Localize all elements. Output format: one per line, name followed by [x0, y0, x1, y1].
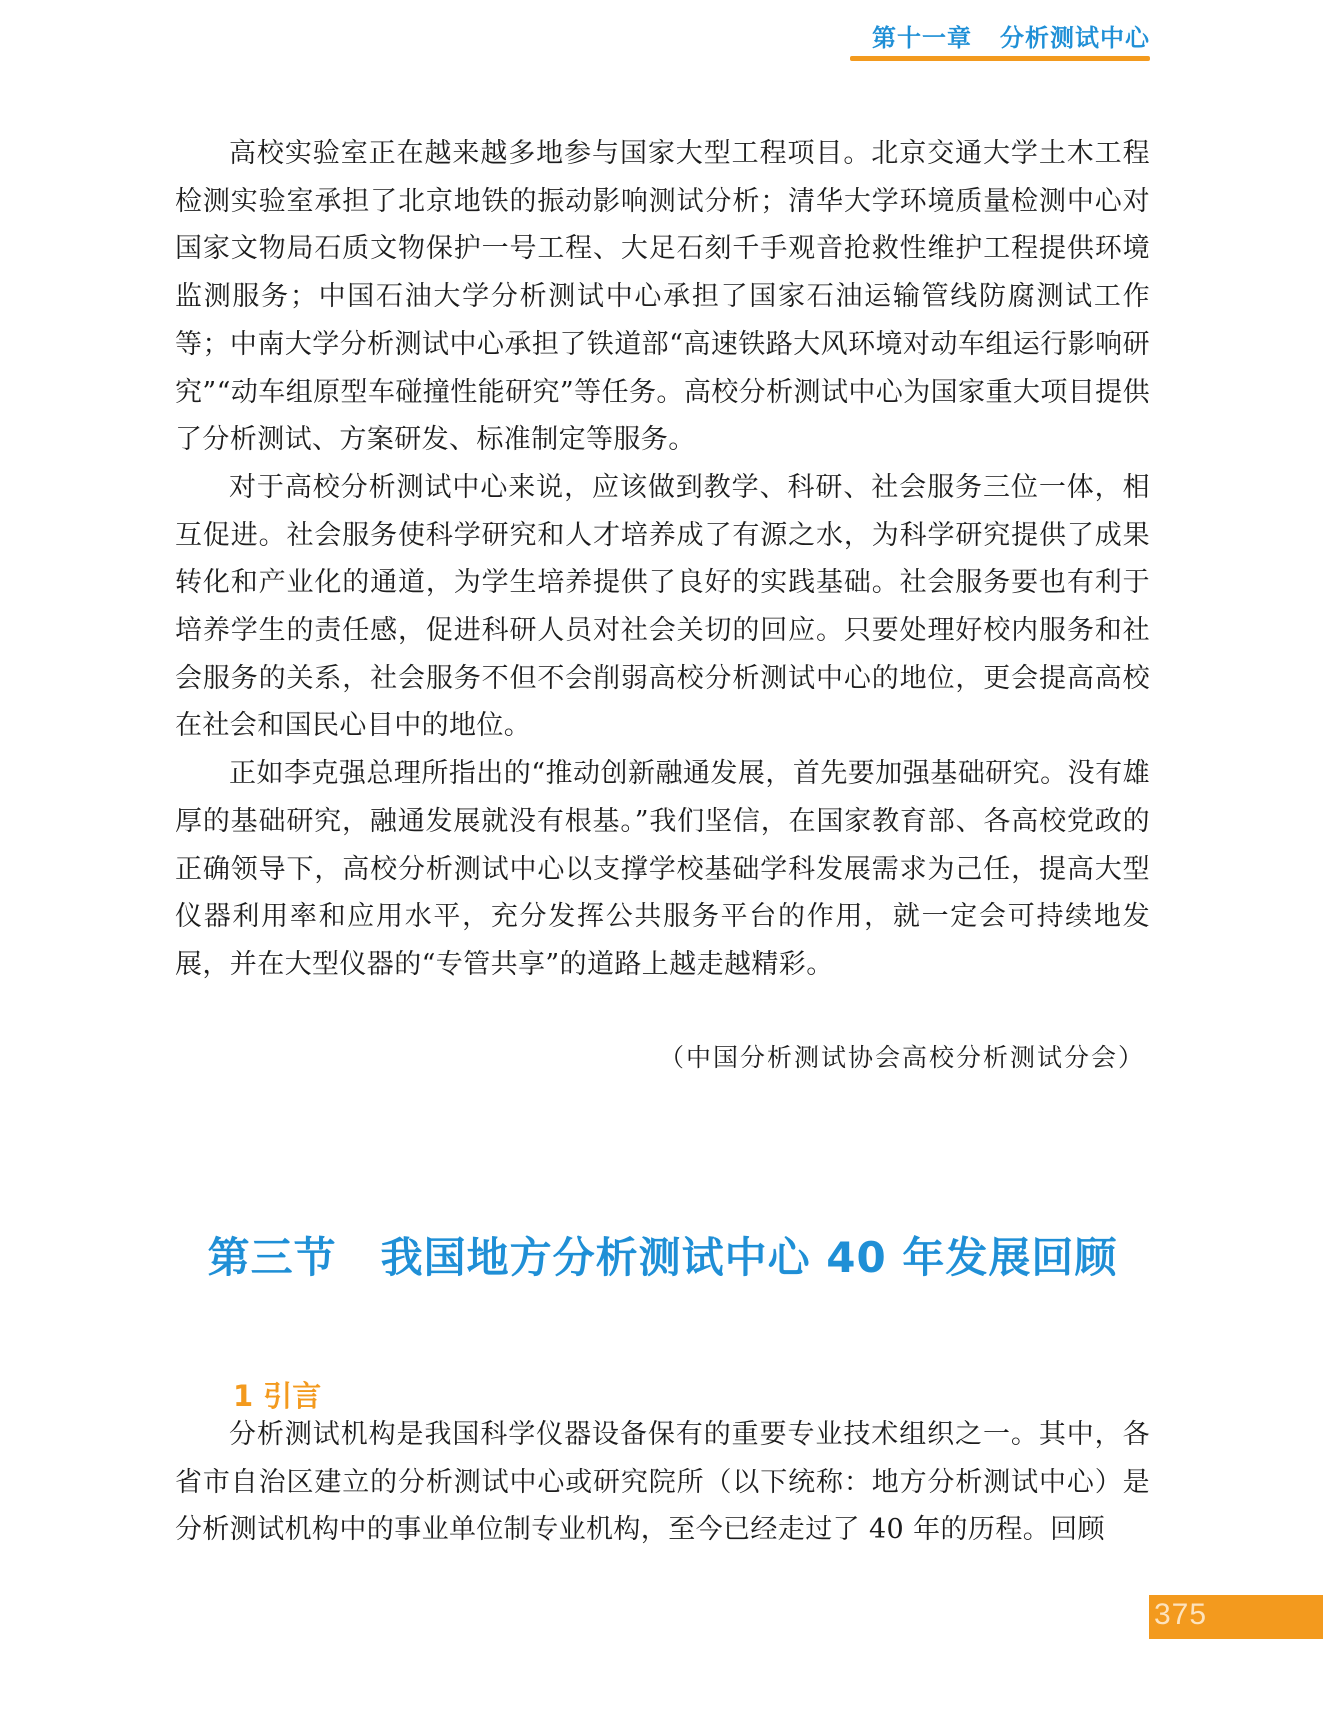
chapter-number: 第十一章 [872, 24, 972, 52]
subsection-number: 1 [233, 1379, 254, 1413]
attribution: （中国分析测试协会高校分析测试分会） [658, 1043, 1145, 1072]
chapter-title: 分析测试中心 [1000, 24, 1150, 52]
page-number-tab [1149, 1595, 1323, 1639]
page-number: 375 [1154, 1598, 1208, 1631]
paragraph: 分析测试机构是我国科学仪器设备保有的重要专业技术组织之一。其中，各省市自治区建立的分析测试中心或研究院所（以下统称：地方分析测试中心）是分析测试机构中的事业单位制专业机构，至今已经走过了 40 年的历程。回顾 [175, 1419, 1150, 1546]
body-text-section [175, 1411, 1150, 1554]
section-title: 我国地方分析测试中心 40 年发展回顾 [380, 1233, 1118, 1282]
paragraph: 正如李克强总理所指出的“推动创新融通发展，首先要加强基础研究。没有雄厚的基础研究，融通发展就没有根基。”我们坚信，在国家教育部、各高校党政的正确领导下，高校分析测试中心以支撑学校基础学科发展需求为己任，提高大型仪器利用率和应用水平，充分发挥公共服务平台的作用，就一定会可持续地发展，并在大型仪器的“专管共享”的道路上越走越精彩。 [175, 758, 1150, 980]
body-text-top [175, 130, 1150, 989]
subsection-heading [233, 1374, 321, 1415]
paragraph: 对于高校分析测试中心来说，应该做到教学、科研、社会服务三位一体，相互促进。社会服务使科学研究和人才培养成了有源之水，为科学研究提供了成果转化和产业化的通道，为学生培养提供了良好的实践基础。社会服务要也有利于培养学生的责任感，促进科研人员对社会关切的回应。只要处理好校内服务和社会服务的关系，社会服务不但不会削弱高校分析测试中心的地位，更会提高高校在社会和国民心目中的地位。 [175, 471, 1150, 742]
subsection-title: 引言 [263, 1379, 322, 1413]
section-label: 第三节 [207, 1233, 337, 1282]
paragraph: 高校实验室正在越来越多地参与国家大型工程项目。北京交通大学土木工程检测实验室承担了北京地铁的振动影响测试分析；清华大学环境质量检测中心对国家文物局石质文物保护一号工程、大足石刻千手观音抢救性维护工程提供环境监测服务；中国石油大学分析测试中心承担了国家石油运输管线防腐测试工作等；中南大学分析测试中心承担了铁道部“高速铁路大风环境对动车组运行影响研究”“动车组原型车碰撞性能研究”等任务。高校分析测试中心为国家重大项目提供了分析测试、方案研发、标准制定等服务。 [175, 138, 1150, 456]
section-heading [175, 1225, 1150, 1285]
running-header [830, 18, 1150, 53]
header-underline [850, 56, 1150, 61]
